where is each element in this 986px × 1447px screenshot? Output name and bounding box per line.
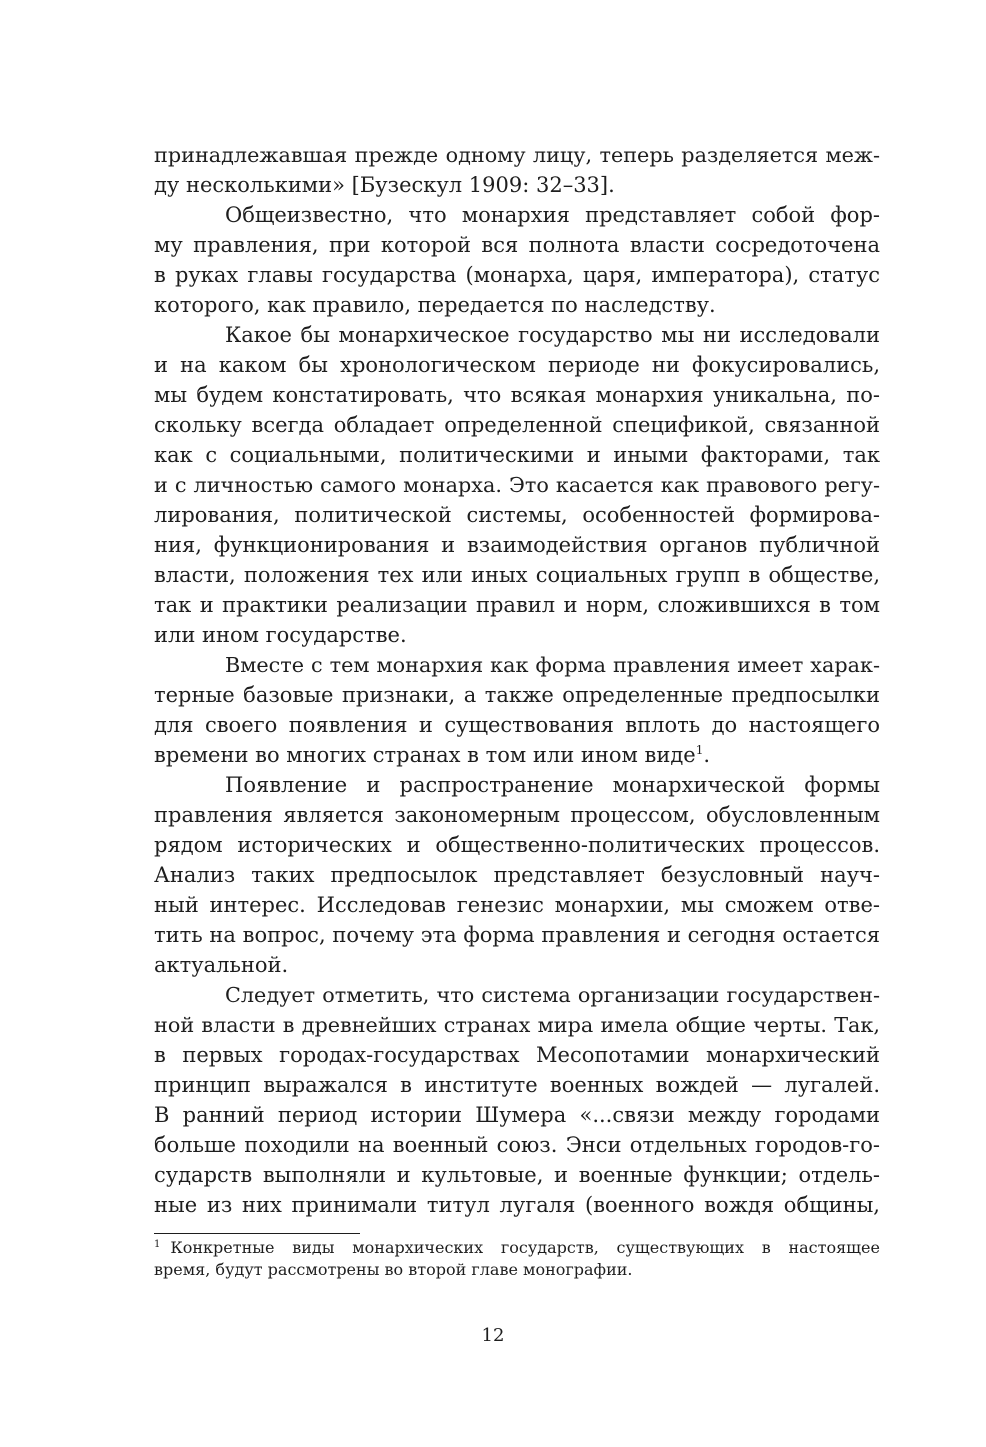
text-line-content: больше походили на военный союз. Энси отдельных городов-го- [154,1133,880,1157]
footnote-text: Конкретные виды монархических государств, существующих в настоящее [170,1238,880,1257]
text-line-content: Анализ таких предпосылок представляет безусловный науч- [154,863,880,887]
text-line [154,470,880,500]
text-line-content: правления является закономерным процессом, обусловленным [154,803,880,827]
text-line-content: власти, положения тех или иных социальных групп в обществе, [154,563,880,587]
footnote [154,1237,880,1281]
main-text [154,140,880,1220]
text-line [154,740,880,770]
text-line-content: му правления, при которой вся полнота власти сосредоточена [154,233,880,257]
text-line [154,770,880,800]
text-line-content: или ином государстве. [154,623,407,647]
text-line [154,620,880,650]
text-line-content: принцип выражался в институте военных вождей — лугалей. [154,1073,880,1097]
text-line [154,260,880,290]
text-line-content: Следует отметить, что система организации государствен- [225,983,880,1007]
text-line [154,170,880,200]
text-line-content: и на каком бы хронологическом периоде ни фокусировались, [154,353,880,377]
text-line-content: в руках главы государства (монарха, царя, императора), статус [154,263,880,287]
text-line [154,230,880,260]
text-line-content: Какое бы монархическое государство мы ни исследовали [225,323,880,347]
text-line [154,1190,880,1220]
text-line [154,1040,880,1070]
text-line [154,380,880,410]
text-line-content: и с личностью самого монарха. Это касается как правового регу- [154,473,880,497]
text-line [154,860,880,890]
text-line [154,1070,880,1100]
text-line-content: сударств выполняли и культовые, и военные функции; отдель- [154,1163,880,1187]
text-line-content: в первых городах-государствах Месопотамии монархический [154,1043,880,1067]
text-line-content: тить на вопрос, почему эта форма правления и сегодня остается [154,923,880,947]
text-line [154,350,880,380]
text-line-content: для своего появления и существования вплоть до настоящего [154,713,880,737]
text-line [154,1100,880,1130]
footnote-marker: 1 [154,1238,161,1250]
text-line [154,800,880,830]
footnote-reference[interactable]: 1 [695,743,704,757]
text-line-content: мы будем констатировать, что всякая монархия уникальна, по- [154,383,880,407]
text-line [154,830,880,860]
text-line-punctuation: . [703,743,711,767]
text-line [154,410,880,440]
text-line-content: терные базовые признаки, а также определенные предпосылки [154,683,880,707]
text-line-content: ния, функционирования и взаимодействия органов публичной [154,533,880,557]
text-line [154,530,880,560]
text-line [154,320,880,350]
text-line [154,1010,880,1040]
text-line-content: лирования, политической системы, особенностей формирова- [154,503,880,527]
text-line-content: Общеизвестно, что монархия представляет собой фор- [225,203,880,227]
page-number: 12 [481,1325,505,1346]
text-line-content: ду несколькими» [Бузескул 1909: 32–33]. [154,173,615,197]
text-line-content: ный интерес. Исследовав генезис монархии, мы сможем отве- [154,893,880,917]
text-line-content: рядом исторических и общественно-политических процессов. [154,833,880,857]
footnote-line [154,1237,880,1259]
text-line [154,890,880,920]
text-line [154,1160,880,1190]
text-line-content: как с социальными, политическими и иными факторами, так [154,443,880,467]
text-line-content: ные из них принимали титул лугаля (военного вождя общины, [154,1193,880,1217]
text-line [154,1130,880,1160]
footnote-line: время, будут рассмотрены во второй главе монографии. [154,1260,633,1279]
text-line [154,560,880,590]
text-line [154,140,880,170]
text-line [154,500,880,530]
text-line [154,680,880,710]
text-line-content: В ранний период истории Шумера «...связи между городами [154,1103,880,1127]
text-line [154,920,880,950]
text-line [154,590,880,620]
text-line-content: актуальной. [154,953,289,977]
text-line-content: принадлежавшая прежде одному лицу, теперь разделяется меж- [154,143,880,167]
text-line [154,290,880,320]
text-line-content: ной власти в древнейших странах мира имела общие черты. Так, [154,1013,880,1037]
text-line [154,980,880,1010]
text-line-content: скольку всегда обладает определенной спецификой, связанной [154,413,880,437]
text-line-content: времени во многих странах в том или ином виде [154,743,696,767]
text-line-content: Появление и распространение монархической формы [225,773,880,797]
text-line [154,200,880,230]
text-line-content: которого, как правило, передается по наследству. [154,293,716,317]
text-line [154,710,880,740]
text-line [154,650,880,680]
text-line [154,440,880,470]
text-line-content: Вместе с тем монархия как форма правления имеет харак- [225,653,880,677]
text-line-content: так и практики реализации правил и норм, сложившихся в том [154,593,880,617]
footnote-separator [154,1233,360,1234]
text-line [154,950,880,980]
